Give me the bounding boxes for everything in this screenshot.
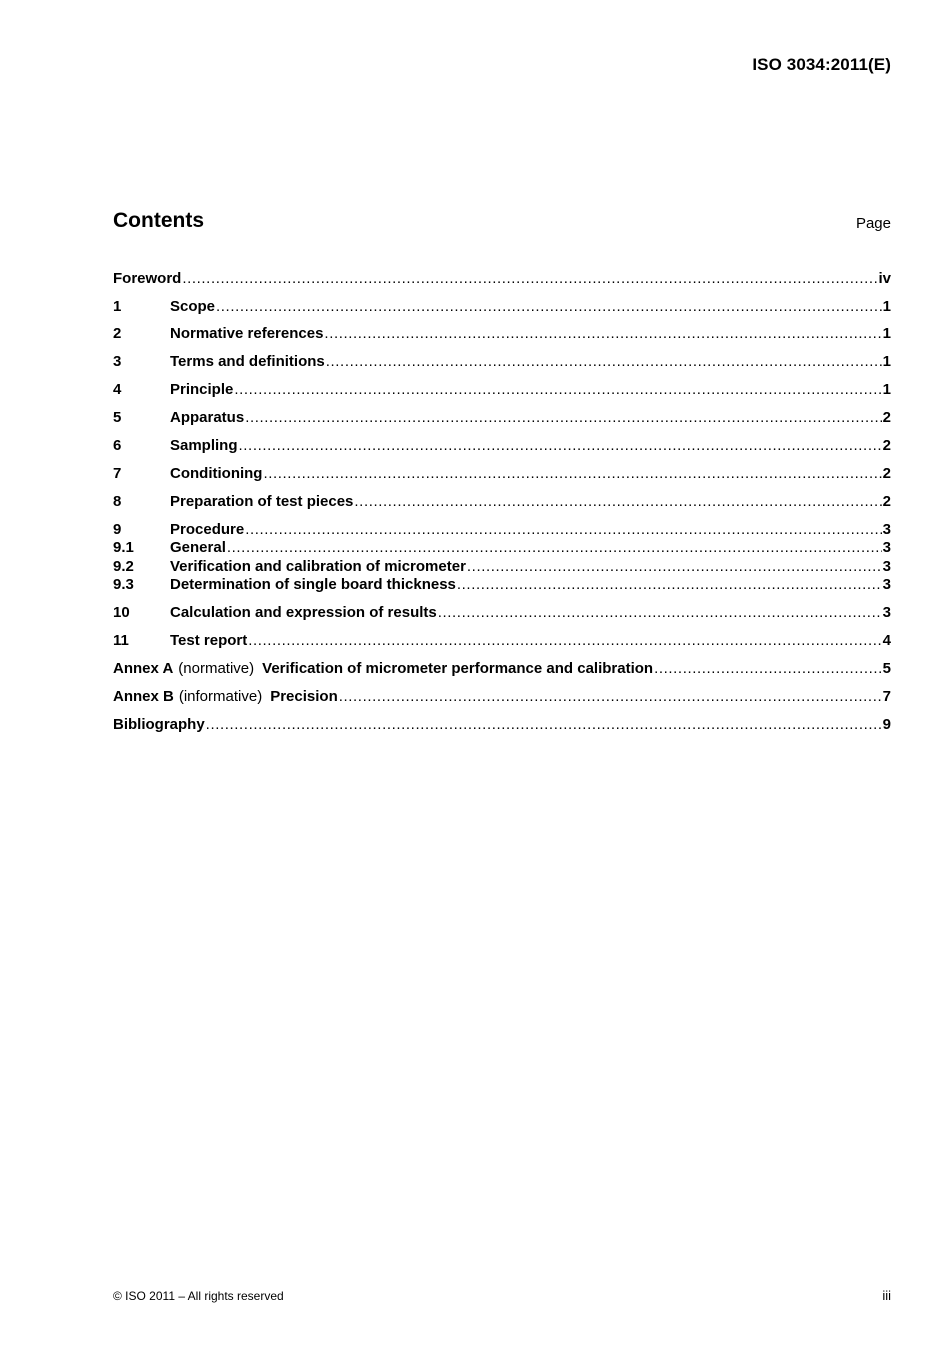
toc-entry-number: 1 (113, 298, 122, 315)
toc-entry-sampling[interactable] (113, 436, 891, 455)
toc-annex-type: (normative) (178, 660, 255, 677)
toc-leader-dots (654, 659, 882, 678)
toc-entry-conditioning[interactable] (113, 464, 891, 483)
toc-entry-annex-a[interactable] (113, 659, 891, 678)
toc-entry-number: 4 (113, 381, 122, 398)
toc-leader-dots (206, 715, 882, 734)
toc-entry-number: 9.1 (113, 539, 134, 556)
footer-copyright: © ISO 2011 – All rights reserved (113, 1289, 284, 1303)
toc-entry-number: 3 (113, 353, 122, 370)
toc-leader-dots (227, 538, 882, 557)
toc-entry-page: 3 (882, 521, 891, 538)
page-column-label: Page (855, 215, 891, 232)
toc-entry-foreword[interactable] (113, 269, 891, 288)
toc-entry-page: 1 (882, 381, 891, 398)
toc-entry-number: 9.2 (113, 558, 134, 575)
toc-leader-dots (245, 408, 881, 427)
toc-leader-dots (354, 492, 881, 511)
toc-entry-title: Conditioning (170, 465, 263, 482)
toc-entry-terms-and-definitions[interactable] (113, 352, 891, 371)
toc-entry-title: Principle (170, 381, 234, 398)
toc-entry-number: 9.3 (113, 576, 134, 593)
toc-entry-scope[interactable] (113, 297, 891, 316)
toc-entry-number: 8 (113, 493, 122, 510)
toc-entry-number: 6 (113, 437, 122, 454)
toc-entry-procedure[interactable] (113, 520, 891, 539)
toc-entry-title: Terms and definitions (170, 353, 325, 370)
toc-leader-dots (216, 297, 882, 316)
toc-annex-label: Annex B (113, 688, 174, 705)
toc-leader-dots (467, 557, 882, 576)
toc-entry-number: 10 (113, 604, 130, 621)
toc-annex-label: Annex A (113, 660, 174, 677)
toc-entry-title: Verification of micrometer performance and calibration (262, 660, 654, 677)
toc-entry-page: 3 (882, 558, 891, 575)
toc-leader-dots (182, 269, 877, 288)
toc-entry-verification-and-calibration[interactable] (113, 557, 891, 576)
toc-entry-normative-references[interactable] (113, 324, 891, 343)
toc-entry-number: 9 (113, 521, 122, 538)
toc-entry-page: 5 (882, 660, 891, 677)
toc-entry-title: Verification and calibration of micrometer (170, 558, 466, 575)
toc-entry-page: 9 (882, 716, 891, 733)
toc-entry-number: 2 (113, 325, 122, 342)
toc-entry-page: 3 (882, 539, 891, 556)
toc-entry-page: 7 (882, 688, 891, 705)
contents-title: Contents (113, 209, 204, 232)
toc-entry-page: 1 (882, 298, 891, 315)
toc-entry-annex-b[interactable] (113, 687, 891, 706)
toc-entry-title: Preparation of test pieces (170, 493, 354, 510)
toc-entry-page: 2 (882, 437, 891, 454)
toc-entry-page: 2 (882, 465, 891, 482)
toc-entry-title: Foreword (113, 270, 182, 287)
document-id: ISO 3034:2011(E) (752, 55, 891, 74)
toc-entry-page: 1 (882, 353, 891, 370)
toc-entry-page: 2 (882, 493, 891, 510)
toc-annex-type: (informative) (178, 688, 263, 705)
toc-entry-page: 2 (882, 409, 891, 426)
toc-entry-title: Procedure (170, 521, 245, 538)
toc-entry-page: 1 (882, 325, 891, 342)
toc-entry-title: Precision (270, 688, 338, 705)
toc-entry-title: Determination of single board thickness (170, 576, 456, 593)
toc-entry-title: Scope (170, 298, 216, 315)
toc-leader-dots (326, 352, 882, 371)
toc-entry-title: Normative references (170, 325, 324, 342)
toc-leader-dots (457, 575, 882, 594)
toc-entry-title: Calculation and expression of results (170, 604, 437, 621)
toc-entry-title: Test report (170, 632, 248, 649)
toc-entry-apparatus[interactable] (113, 408, 891, 427)
toc-entry-determination-of-thickness[interactable] (113, 575, 891, 594)
toc-leader-dots (438, 603, 882, 622)
toc-entry-test-report[interactable] (113, 631, 891, 650)
toc-entry-page: iv (878, 270, 891, 287)
toc-entry-page: 3 (882, 576, 891, 593)
toc-entry-number: 5 (113, 409, 122, 426)
toc-entry-bibliography[interactable] (113, 715, 891, 734)
toc-leader-dots (263, 464, 881, 483)
toc-entry-page: 3 (882, 604, 891, 621)
toc-entry-calculation-of-results[interactable] (113, 603, 891, 622)
toc-entry-page: 4 (882, 632, 891, 649)
toc-entry-title: Apparatus (170, 409, 245, 426)
toc-leader-dots (234, 380, 881, 399)
toc-leader-dots (248, 631, 881, 650)
toc-leader-dots (239, 436, 882, 455)
toc-entry-preparation-of-test-pieces[interactable] (113, 492, 891, 511)
toc-entry-title: General (170, 539, 226, 556)
toc-entry-number: 7 (113, 465, 122, 482)
toc-entry-general[interactable] (113, 538, 891, 557)
toc-leader-dots (339, 687, 882, 706)
toc-entry-principle[interactable] (113, 380, 891, 399)
toc-entry-number: 11 (113, 632, 129, 649)
toc-entry-title: Sampling (170, 437, 238, 454)
footer-page-number: iii (882, 1288, 891, 1303)
toc-leader-dots (324, 324, 881, 343)
toc-entry-title: Bibliography (113, 716, 205, 733)
toc-leader-dots (245, 520, 881, 539)
